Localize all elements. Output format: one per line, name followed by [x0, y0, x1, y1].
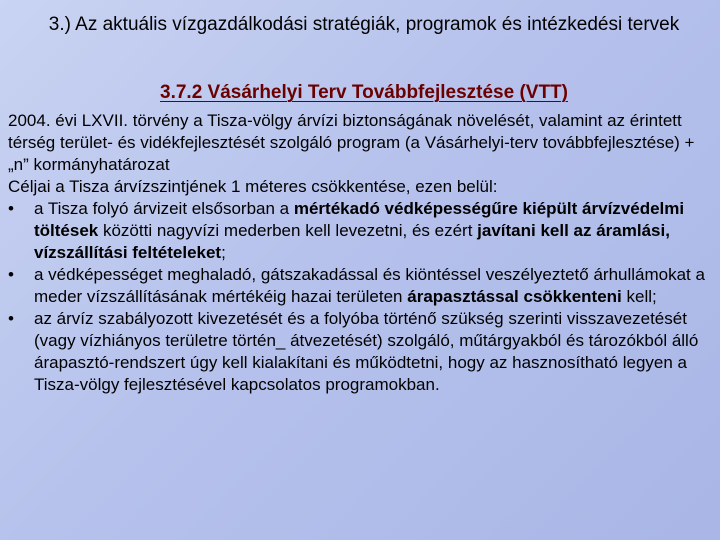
bullet-text: a Tisza folyó árvizeit elsősorban a [34, 199, 294, 218]
bullet-text: a védképességet meghaladó, gátszakadással és kiöntéssel veszélyeztető árhullámokat a meder vízszállításának mértékéig hazai területen [34, 265, 705, 306]
bullet-text: kell; [621, 287, 657, 306]
bullet-emphasis: mértékadó védképességűre kiépült árvízvédelmi töltések [34, 199, 685, 240]
slide-subtitle: 3.7.2 Vásárhelyi Terv Továbbfejlesztése (VTT) [160, 82, 568, 103]
bullet-text: az árvíz szabályozott kivezetését és a folyóba történő szükség szerinti visszavezetését (vagy vízhiányos területre történ_ átvezetését) szolgáló, műtárgyakból és tározókból álló árapasztó-rendszert úgy kell kialakítani és működtetni, hogy az hasznosítható legyen a Tisza-völgy fejlesztésével kapcsolatos programokban. [34, 309, 699, 394]
bullet-item [8, 308, 714, 396]
bullet-list [8, 198, 714, 396]
bullet-emphasis: árapasztással csökkenteni [407, 287, 622, 306]
bullet-dot: • [8, 199, 14, 218]
bullet-item [8, 198, 714, 264]
slide-title: 3.) Az aktuális vízgazdálkodási stratégiák, programok és intézkedési tervek [48, 14, 680, 35]
bullet-dot: • [8, 309, 14, 328]
bullet-text: közötti nagyvízi mederben kell levezetni, és ezért [98, 221, 478, 240]
slide-body [8, 110, 714, 396]
bullet-dot: • [8, 265, 14, 284]
body-paragraph: 2004. évi LXVII. törvény a Tisza-völgy árvízi biztonságának növelését, valamint az érintett térség terület- és vidékfejlesztését szolgáló program (a Vásárhelyi-terv továbbfejlesztése) + „n” kormányhatározat [8, 111, 695, 174]
bullet-item [8, 264, 714, 308]
bullet-emphasis: javítani kell az áramlási, vízszállítási feltételeket [34, 221, 670, 262]
bullet-text: ; [221, 243, 226, 262]
body-paragraph: Céljai a Tisza árvízszintjének 1 méteres csökkentése, ezen belül: [8, 177, 498, 196]
